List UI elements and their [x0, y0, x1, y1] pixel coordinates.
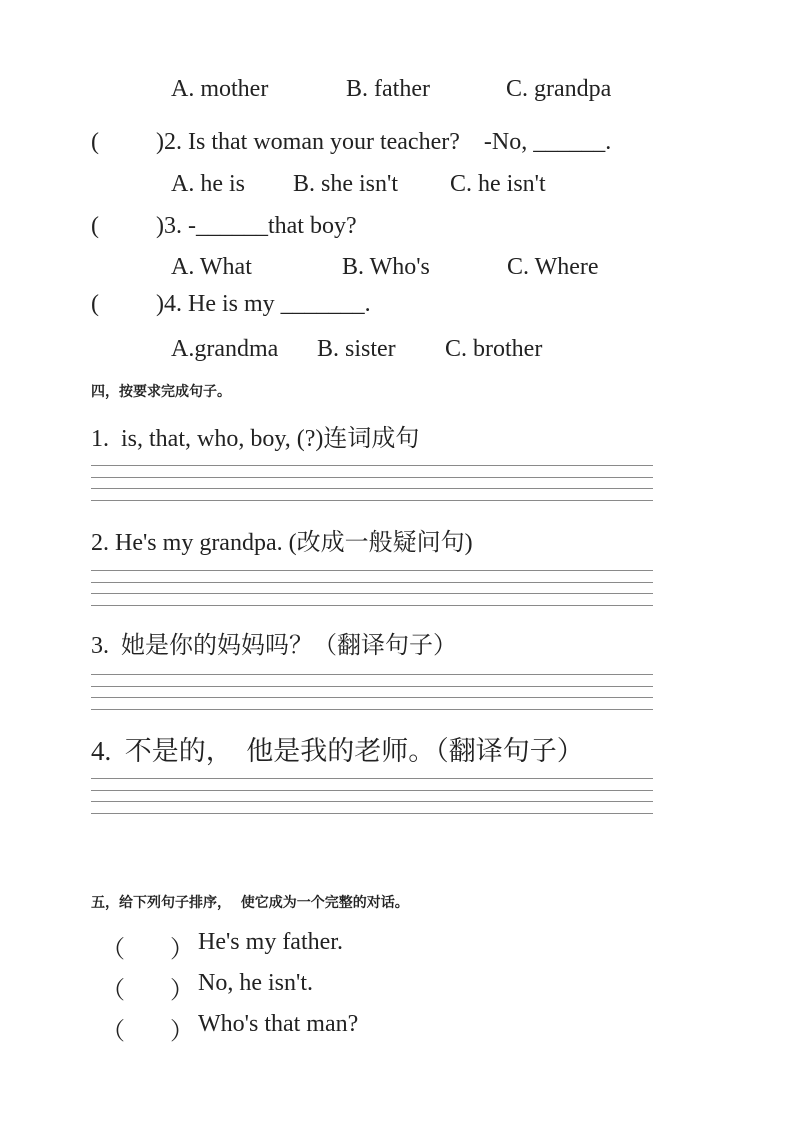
ruled-line: [91, 500, 653, 501]
q1-option-b: B. father: [346, 76, 430, 102]
item-3-close-paren: ）: [170, 1019, 194, 1045]
q4-option-a: A.grandma: [171, 336, 279, 362]
ruled-line: [91, 778, 653, 779]
ruled-line: [91, 605, 653, 606]
item-3-text: Who's that man?: [198, 1011, 359, 1037]
ruled-line: [91, 570, 653, 571]
q2-stem: )2. Is that woman your teacher? -No, ______.: [156, 129, 612, 155]
q4-option-c: C. brother: [445, 336, 543, 362]
q3-option-a: A. What: [171, 254, 252, 280]
q3-open-paren: (: [91, 213, 99, 239]
q4-open-paren: (: [91, 291, 99, 317]
ruled-line: [91, 582, 653, 583]
ruled-line: [91, 709, 653, 710]
q1-option-c: C. grandpa: [506, 76, 612, 102]
ruled-line: [91, 674, 653, 675]
q1-option-a: A. mother: [171, 76, 269, 102]
task-4-text: 4. 不是的， 他是我的老师。（翻译句子）: [91, 736, 584, 766]
item-1-close-paren: ）: [170, 937, 194, 963]
task-2-answer-lines[interactable]: [91, 570, 653, 616]
item-1-text: He's my father.: [198, 929, 343, 955]
task-3-text: 3. 她是你的妈妈吗？（翻译句子）: [91, 633, 457, 659]
ruled-line: [91, 790, 653, 791]
task-3-answer-lines[interactable]: [91, 674, 653, 720]
section-5-title: 五，给下列句子排序， 使它成为一个完整的对话。: [91, 895, 409, 911]
ruled-line: [91, 697, 653, 698]
item-2-text: No, he isn't.: [198, 970, 313, 996]
q3-option-c: C. Where: [507, 254, 599, 280]
q2-open-paren: (: [91, 129, 99, 155]
q4-stem: )4. He is my _______.: [156, 291, 371, 317]
ruled-line: [91, 801, 653, 802]
ruled-line: [91, 465, 653, 466]
task-2-text: 2. He's my grandpa. (改成一般疑问句): [91, 530, 473, 556]
ruled-line: [91, 686, 653, 687]
q3-option-b: B. Who's: [342, 254, 430, 280]
section-4-title: 四，按要求完成句子。: [91, 384, 231, 400]
item-2-close-paren: ）: [170, 978, 194, 1004]
ruled-line: [91, 593, 653, 594]
item-3-open-paren: （: [101, 1019, 125, 1045]
task-1-text: 1. is, that, who, boy, (?)连词成句: [91, 426, 420, 452]
q2-option-b: B. she isn't: [293, 171, 398, 197]
q2-option-c: C. he isn't: [450, 171, 546, 197]
item-1-open-paren: （: [101, 937, 125, 963]
ruled-line: [91, 477, 653, 478]
q4-option-b: B. sister: [317, 336, 396, 362]
task-1-answer-lines[interactable]: [91, 465, 653, 511]
task-4-answer-lines[interactable]: [91, 778, 653, 824]
q2-option-a: A. he is: [171, 171, 245, 197]
ruled-line: [91, 813, 653, 814]
ruled-line: [91, 488, 653, 489]
item-2-open-paren: （: [101, 978, 125, 1004]
q3-stem: )3. -______that boy?: [156, 213, 357, 239]
